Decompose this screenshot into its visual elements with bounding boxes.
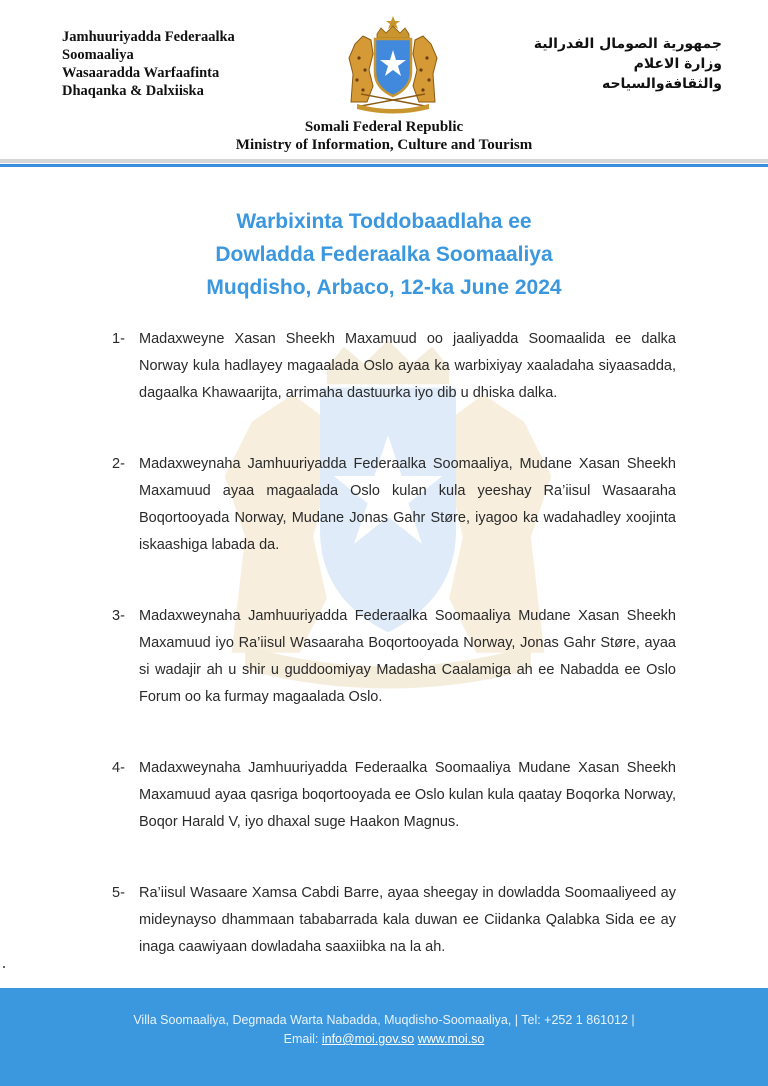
report-title-line-2: Dowladda Federaalka Soomaaliya bbox=[215, 243, 553, 266]
item-number: 3- bbox=[112, 608, 125, 624]
report-title-line-1: Warbixinta Toddobaadlaha ee bbox=[236, 210, 532, 233]
list-item bbox=[112, 451, 676, 559]
header-english-block bbox=[0, 118, 768, 154]
footer-address: Villa Soomaaliya, Degmada Warta Nabadda, Muqdisho-Soomaaliya, | Tel: +252 1 861012 | bbox=[133, 1013, 635, 1027]
somalia-coat-of-arms-icon bbox=[343, 14, 443, 114]
list-item bbox=[112, 603, 676, 711]
header-arabic-line: جمهورية الصومال الفدرالية bbox=[533, 36, 722, 52]
report-title bbox=[0, 205, 768, 304]
item-text: Ra’iisul Wasaare Xamsa Cabdi Barre, ayaa sheegay in dowladda Soomaaliyeed ay mideynayso dhammaan tababarrada kala duwan ee Ciidanka Qalabka Sida ee ay inaga caawiyaan dowladaha saaxiibka na la ah. bbox=[139, 885, 676, 955]
header-divider-blue bbox=[0, 164, 768, 167]
header-arabic-line: والثقافةوالسياحه bbox=[601, 76, 722, 92]
header-somali-line: Wasaaradda Warfaafinta bbox=[62, 65, 220, 81]
footer-contact-line bbox=[0, 1029, 768, 1049]
list-item bbox=[112, 755, 676, 836]
list-item bbox=[112, 880, 676, 961]
header-english-line-1: Somali Federal Republic bbox=[304, 119, 464, 135]
footer-email-label: Email: bbox=[283, 1032, 319, 1046]
item-number: 1- bbox=[112, 331, 125, 347]
footer-email-link[interactable]: info@moi.gov.so bbox=[321, 1032, 415, 1046]
item-number: 5- bbox=[112, 885, 125, 901]
item-number: 2- bbox=[112, 456, 125, 472]
item-text: Madaxweynaha Jamhuuriyadda Federaalka Soomaaliya, Mudane Xasan Sheekh Maxamuud ayaa magaalada Oslo kulan kula yeeshay Ra’iisul Wasaaraha Boqortooyada Norway, Mudane Jonas Gahr Støre, iyagoo ka wadahadley xoojinta iskaashiga labada da. bbox=[139, 456, 676, 553]
header-divider-grey bbox=[0, 159, 768, 163]
report-title-line-3: Muqdisho, Arbaco, 12-ka June 2024 bbox=[206, 276, 562, 299]
item-text: Madaxweynaha Jamhuuriyadda Federaalka Soomaaliya Mudane Xasan Sheekh Maxamuud ayaa qasriga boqortooyada ee Oslo kulan kula qaatay Boqorka Norway, Boqor Harald V, iyo dhaxal suge Haakon Magnus. bbox=[139, 760, 676, 830]
news-items-list bbox=[112, 326, 676, 1005]
item-text: Madaxweyne Xasan Sheekh Maxamuud oo jaaliyadda Soomaalida ee dalka Norway kula hadlayey magaalada Oslo ayaa ka warbixiyay xaaladaha siyaasadda, dagaalka Khawaarijta, arrimaha dastuurka iyo dib u dhiska dalka. bbox=[139, 331, 676, 401]
header-somali-line: Jamhuuriyadda Federaalka bbox=[62, 29, 235, 45]
item-text: Madaxweynaha Jamhuuriyadda Federaalka Soomaaliya Mudane Xasan Sheekh Maxamuud iyo Ra’iisul Wasaaraha Boqortooyada Norway, Jonas Gahr Støre, ayaa si wadajir ah u shir u guddoomiyay Madasha Caalamiga ah ee Nabadda ee Oslo Forum oo ka furmay magaalada Oslo. bbox=[139, 608, 676, 705]
item-number: 4- bbox=[112, 760, 125, 776]
header-arabic-line: وزارة الاعلام bbox=[633, 56, 722, 72]
list-item bbox=[112, 326, 676, 407]
header-somali-line: Dhaqanka & Dalxiiska bbox=[62, 83, 204, 99]
header-arabic-block bbox=[482, 34, 722, 94]
page-footer bbox=[0, 988, 768, 1086]
header-somali-line: Soomaaliya bbox=[62, 47, 134, 63]
header-english-line-2: Ministry of Information, Culture and Tourism bbox=[235, 137, 533, 153]
stray-mark bbox=[3, 966, 5, 968]
header-somali-block bbox=[62, 28, 312, 100]
footer-website-link[interactable]: www.moi.so bbox=[417, 1032, 485, 1046]
